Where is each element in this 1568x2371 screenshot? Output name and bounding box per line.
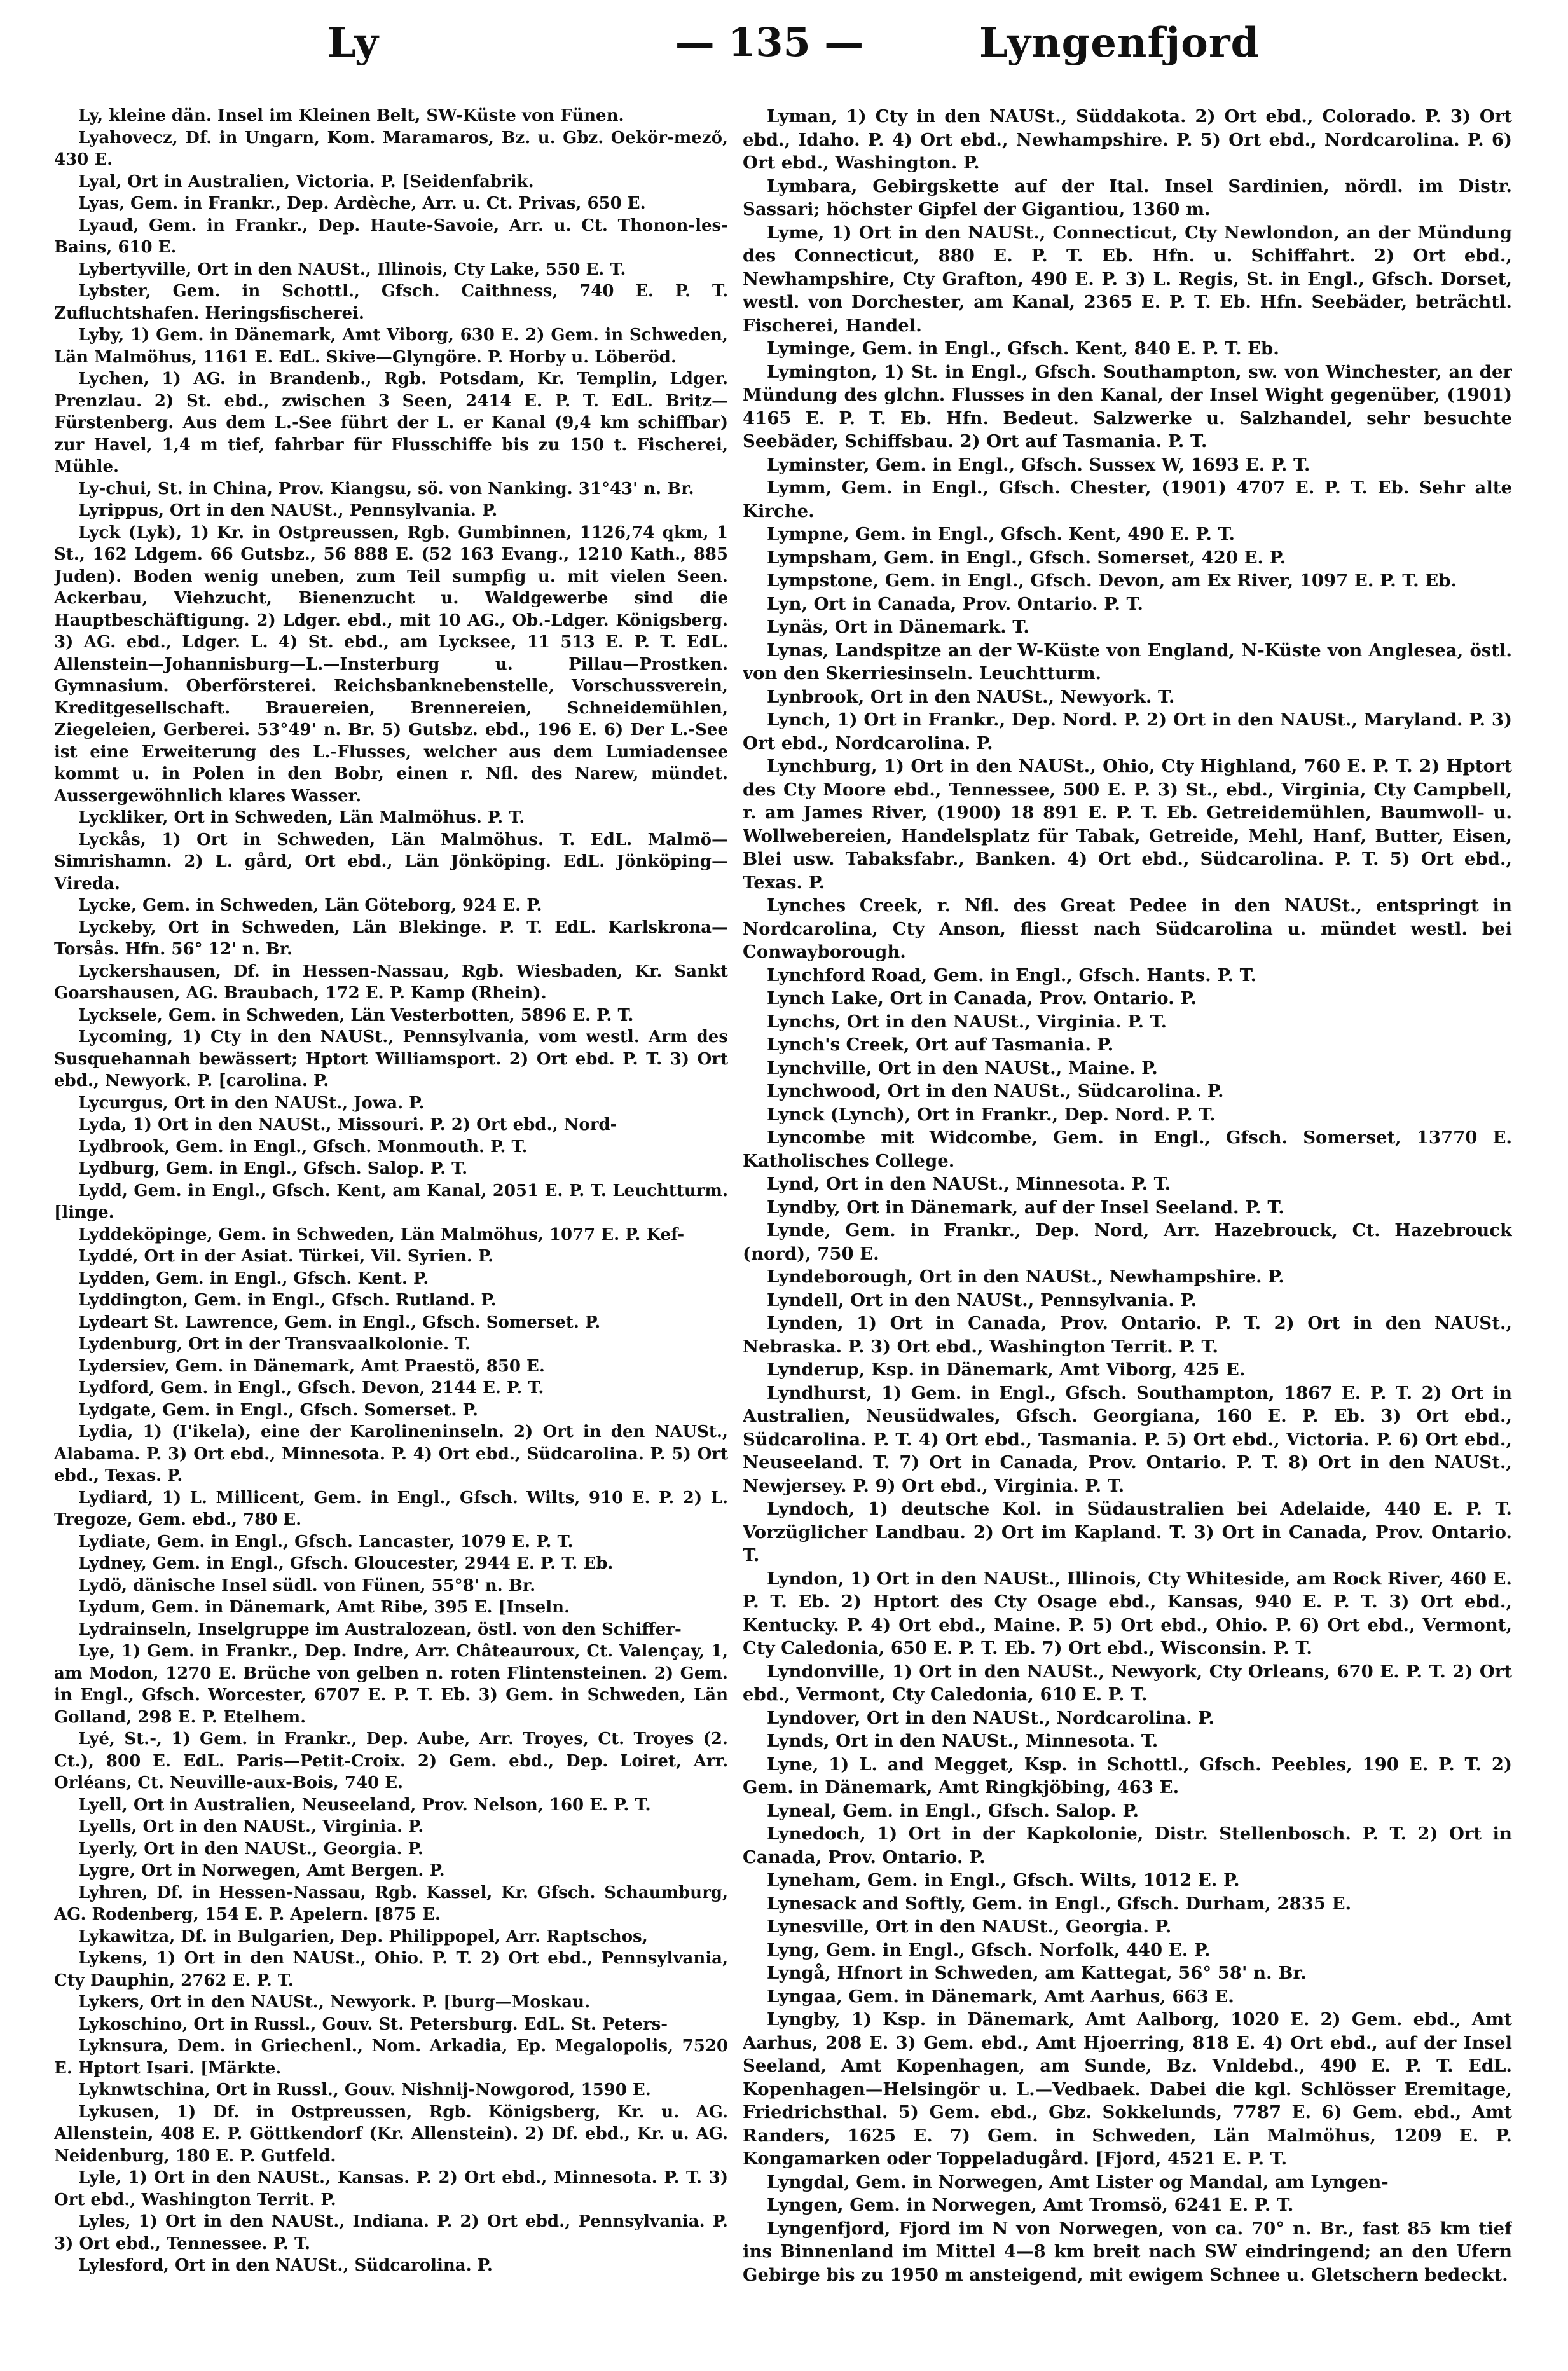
entry-paragraph: Lynchville, Ort in den NAUSt., Maine. P. <box>767 1057 1158 1078</box>
entry-paragraph: Ly, kleine dän. Insel im Kleinen Belt, SW-Küste von Fünen. <box>78 106 624 125</box>
entry-paragraph: Lynch Lake, Ort in Canada, Prov. Ontario. P. <box>767 988 1197 1008</box>
entry-paragraph: Lyminster, Gem. in Engl., Gfsch. Sussex W, 1693 E. P. T. <box>767 454 1310 475</box>
entry-paragraph: Lyndell, Ort in den NAUSt., Pennsylvania. P. <box>767 1289 1197 1310</box>
entry-paragraph: Lycoming, 1) Cty in den NAUSt., Pennsylvania, vom westl. Arm des Susquehannah bewässert; Hptort Williamsport. 2) Ort ebd. P. T. 3) Ort ebd., Newyork. P. [carolina. P. <box>54 1027 728 1090</box>
entry-paragraph: Lyngby, 1) Ksp. in Dänemark, Amt Aalborg, 1020 E. 2) Gem. ebd., Amt Aarhus, 208 E. 3) Gem. ebd., Amt Hjoerring, 818 E. 4) Ort ebd., auf der Insel Seeland, Amt Kopenhagen, am Sunde, Bz. Vnldebd., 490 E. P. T. EdL. Kopenhagen—Helsingör u. L.—Vedbaek. Dabei die kgl. Schlösser Eremitage, Friedrichsthal. 5) Gem. ebd., Gbz. Sokkelunds, 7787 E. 6) Gem. ebd., Amt Randers, 1625 E. 7) Gem. in Schweden, Län Malmöhus, 1209 E. P. Kongamarken oder Toppeladugård. [Fjord, 4521 E. P. T. <box>743 2009 1512 2169</box>
entry-paragraph: Lyknwtschina, Ort in Russl., Gouv. Nishnij-Nowgorod, 1590 E. <box>78 2080 651 2100</box>
header-left-word: Ly <box>327 19 378 67</box>
entry-paragraph: Lyminge, Gem. in Engl., Gfsch. Kent, 840 E. P. T. Eb. <box>767 338 1279 359</box>
entry-paragraph: Lykens, 1) Ort in den NAUSt., Ohio. P. T. 2) Ort ebd., Pennsylvania, Cty Dauphin, 2762 E. P. T. <box>54 1949 728 1990</box>
entry-paragraph: Lynd, Ort in den NAUSt., Minnesota. P. T. <box>767 1174 1171 1194</box>
entry-paragraph: Lyck (Lyk), 1) Kr. in Ostpreussen, Rgb. Gumbinnen, 1126,74 qkm, 1 St., 162 Ldgem. 66 Gutsbz., 56 888 E. (52 163 Evang., 1210 Kath., 885 Juden). Boden wenig uneben, zum Teil sumpfig u. mit vielen Seen. Ackerbau, Viehzucht, Bienenzucht u. Waldgewerbe sind die Hauptbeschäftigung. 2) Ldger. ebd., mit 10 AG., Ob.-Ldger. Königsberg. 3) AG. ebd., Ldger. L. 4) St. ebd., am Lycksee, 11 513 E. P. T. EdL. Allenstein—Johannisburg—L.—Insterburg u. Pillau—Prostken. Gymnasium. Oberförsterei. Reichsbanknebenstelle, Vorschussverein, Kreditgesellschaft. Brauereien, Brennereien, Schneidemühlen, Ziegeleien, Gerberei. 53°49' n. Br. 5) Gutsbz. ebd., 196 E. 6) Der L.-See ist eine Erweiterung des L.-Flusses, welcher aus dem Lumiadensee kommt u. in Polen in den Bobr, einen r. Nfl. des Narew, mündet. Aussergewöhnlich klares Wasser. <box>54 523 728 806</box>
entry-paragraph: Lynderup, Ksp. in Dänemark, Amt Viborg, 425 E. <box>767 1359 1246 1380</box>
header-right-word: Lyngenfjord <box>979 19 1260 67</box>
entry-paragraph: Lydd, Gem. in Engl., Gfsch. Kent, am Kanal, 2051 E. P. T. Leuchtturm. [linge. <box>54 1181 728 1222</box>
entry-paragraph: Lyme, 1) Ort in den NAUSt., Connecticut, Cty Newlondon, an der Mündung des Connecticut, 880 E. P. T. Eb. Hfn. u. Schiffahrt. 2) Ort ebd., Newhampshire, Cty Grafton, 490 E. P. 3) L. Regis, St. in Engl., Gfsch. Dorset, westl. von Dorchester, am Kanal, 2365 E. P. T. Eb. Hfn. Seebäder, beträchtl. Fischerei, Handel. <box>743 222 1512 336</box>
entry-paragraph: Lychen, 1) AG. in Brandenb., Rgb. Potsdam, Kr. Templin, Ldger. Prenzlau. 2) St. ebd., zwischen 3 Seen, 2414 E. P. T. EdL. Britz—Fürstenberg. Aus dem L.-See führt der L. er Kanal (9,4 km schiffbar) zur Havel, 1,4 m tief, fahrbar für Flusschiffe bis zu 150 t. Fischerei, Mühle. <box>54 369 728 476</box>
entry-paragraph: Lyddé, Ort in der Asiat. Türkei, Vil. Syrien. P. <box>78 1247 494 1266</box>
entry-paragraph: Lydiate, Gem. in Engl., Gfsch. Lancaster, 1079 E. P. T. <box>78 1532 574 1551</box>
entry-paragraph: Lydeart St. Lawrence, Gem. in Engl., Gfsch. Somerset. P. <box>78 1312 601 1332</box>
entry-paragraph: Lyncombe mit Widcombe, Gem. in Engl., Gfsch. Somerset, 13770 E. Katholisches College. <box>743 1127 1512 1171</box>
entry-paragraph: Lyneal, Gem. in Engl., Gfsch. Salop. P. <box>767 1800 1139 1821</box>
entry-paragraph: Lyddington, Gem. in Engl., Gfsch. Rutland. P. <box>78 1291 497 1310</box>
entry-paragraph: Lynch, 1) Ort in Frankr., Dep. Nord. P. 2) Ort in den NAUSt., Maryland. P. 3) Ort ebd., Nordcarolina. P. <box>743 710 1512 753</box>
entry-paragraph: Lyhren, Df. in Hessen-Nassau, Rgb. Kassel, Kr. Gfsch. Schaumburg, AG. Rodenberg, 154 E. P. Apelern. [875 E. <box>54 1883 728 1924</box>
entry-paragraph: Lyndoch, 1) deutsche Kol. in Südaustralien bei Adelaide, 440 E. P. T. Vorzüglicher Landbau. 2) Ort im Kapland. T. 3) Ort in Canada, Prov. Ontario. T. <box>743 1499 1512 1565</box>
entry-paragraph: Lydö, dänische Insel südl. von Fünen, 55°8' n. Br. <box>78 1576 536 1595</box>
page-number: — 135 — <box>675 19 864 65</box>
entry-paragraph: Lyndeborough, Ort in den NAUSt., Newhampshire. P. <box>767 1267 1284 1287</box>
entry-paragraph: Lyells, Ort in den NAUSt., Virginia. P. <box>78 1817 424 1836</box>
entry-paragraph: Lykusen, 1) Df. in Ostpreussen, Rgb. Königsberg, Kr. u. AG. Allenstein, 408 E. P. Göttkendorf (Kr. Allenstein). 2) Df. ebd., Kr. u. AG. Neidenburg, 180 E. P. Gutfeld. <box>54 2102 728 2166</box>
entry-paragraph: Lynches Creek, r. Nfl. des Great Pedee in den NAUSt., entspringt in Nordcarolina, Cty Anson, fliesst nach Südcarolina u. mündet westl. bei Conwayborough. <box>743 895 1512 962</box>
entry-paragraph: Lyndon, 1) Ort in den NAUSt., Illinois, Cty Whiteside, am Rock River, 460 E. P. T. Eb. 2) Hptort des Cty Osage ebd., Kansas, 940 E. P. T. 3) Ort ebd., Kentucky. P. 4) Ort ebd., Maine. P. 5) Ort ebd., Ohio. P. 6) Ort ebd., Vermont, Cty Caledonia, 650 E. P. T. Eb. 7) Ort ebd., Wisconsin. P. T. <box>743 1568 1512 1658</box>
entry-paragraph: Lyndhurst, 1) Gem. in Engl., Gfsch. Southampton, 1867 E. P. T. 2) Ort in Australien, Neusüdwales, Gfsch. Georgiana, 160 E. P. Eb. 3) Ort ebd., Südcarolina. P. T. 4) Ort ebd., Tasmania. P. 5) Ort ebd., Victoria. P. 6) Ort ebd., Neuseeland. T. 7) Ort in Canada, Prov. Ontario. P. T. 8) Ort in den NAUSt., Newjersey. P. 9) Ort ebd., Virginia. P. T. <box>743 1382 1512 1496</box>
entry-paragraph: Lydney, Gem. in Engl., Gfsch. Gloucester, 2944 E. P. T. Eb. <box>78 1554 614 1573</box>
entry-paragraph: Lynck (Lynch), Ort in Frankr., Dep. Nord. P. T. <box>767 1104 1216 1125</box>
entry-paragraph: Lyneham, Gem. in Engl., Gfsch. Wilts, 1012 E. P. <box>767 1870 1240 1890</box>
entry-paragraph: Lynchwood, Ort in den NAUSt., Südcarolina. P. <box>767 1081 1224 1101</box>
entry-paragraph: Lydrainseln, Inselgruppe im Australozean, östl. von den Schiffer- <box>78 1619 682 1639</box>
entry-paragraph: Lyknsura, Dem. in Griechenl., Nom. Arkadia, Ep. Megalopolis, 7520 E. Hptort Isari. [Märkte. <box>54 2037 728 2078</box>
entry-paragraph: Lydersiev, Gem. in Dänemark, Amt Praestö, 850 E. <box>78 1356 545 1376</box>
entry-paragraph: Lydford, Gem. in Engl., Gfsch. Devon, 2144 E. P. T. <box>78 1378 544 1398</box>
entry-paragraph: Lyle, 1) Ort in den NAUSt., Kansas. P. 2) Ort ebd., Minnesota. P. T. 3) Ort ebd., Washington Territ. P. <box>54 2168 728 2209</box>
entry-paragraph: Lynesack and Softly, Gem. in Engl., Gfsch. Durham, 2835 E. <box>767 1893 1352 1914</box>
entry-paragraph: Lycksele, Gem. in Schweden, Län Vesterbotten, 5896 E. P. T. <box>78 1005 634 1025</box>
entry-paragraph: Lynch's Creek, Ort auf Tasmania. P. <box>767 1034 1114 1055</box>
entry-paragraph: Lydburg, Gem. in Engl., Gfsch. Salop. P. T. <box>78 1159 468 1178</box>
entry-paragraph: Lykers, Ort in den NAUSt., Newyork. P. [burg—Moskau. <box>78 1993 591 2012</box>
entry-paragraph: Lydum, Gem. in Dänemark, Amt Ribe, 395 E. [Inseln. <box>78 1598 570 1617</box>
entry-paragraph: Lyell, Ort in Australien, Neuseeland, Prov. Nelson, 160 E. P. T. <box>78 1795 651 1815</box>
entry-paragraph: Lynden, 1) Ort in Canada, Prov. Ontario. P. T. 2) Ort in den NAUSt., Nebraska. P. 3) Ort ebd., Washington Territ. P. T. <box>743 1313 1512 1357</box>
entry-paragraph: Lynchford Road, Gem. in Engl., Gfsch. Hants. P. T. <box>767 965 1257 986</box>
right-column <box>743 105 1512 2318</box>
entry-paragraph: Lyman, 1) Cty in den NAUSt., Süddakota. 2) Ort ebd., Colorado. P. 3) Ort ebd., Idaho. P. 4) Ort ebd., Newhampshire. P. 5) Ort ebd., Nordcarolina. P. 6) Ort ebd., Washington. P. <box>743 106 1512 173</box>
left-column <box>54 105 728 2318</box>
entry-paragraph: Lympstone, Gem. in Engl., Gfsch. Devon, am Ex River, 1097 E. P. T. Eb. <box>767 570 1457 591</box>
entry-paragraph: Lynbrook, Ort in den NAUSt., Newyork. T. <box>767 686 1175 707</box>
entry-paragraph: Lydbrook, Gem. in Engl., Gfsch. Monmouth. P. T. <box>78 1137 528 1157</box>
entry-paragraph: Lyda, 1) Ort in den NAUSt., Missouri. P. 2) Ort ebd., Nord- <box>78 1115 617 1134</box>
entry-paragraph: Lydia, 1) (I'ikela), eine der Karolineninseln. 2) Ort in den NAUSt., Alabama. P. 3) Ort ebd., Minnesota. P. 4) Ort ebd., Südcarolina. P. 5) Ort ebd., Texas. P. <box>54 1422 728 1485</box>
entry-paragraph: Lynchs, Ort in den NAUSt., Virginia. P. T. <box>767 1011 1167 1032</box>
entry-paragraph: Lyngaa, Gem. in Dänemark, Amt Aarhus, 663 E. <box>767 1986 1234 2007</box>
entry-paragraph: Lybertyville, Ort in den NAUSt., Illinois, Cty Lake, 550 E. T. <box>78 259 626 279</box>
entry-paragraph: Lyé, St.-, 1) Gem. in Frankr., Dep. Aube, Arr. Troyes, Ct. Troyes (2. Ct.), 800 E. EdL. Paris—Petit-Croix. 2) Gem. ebd., Dep. Loiret, Arr. Orléans, Ct. Neuville-aux-Bois, 740 E. <box>54 1729 728 1792</box>
entry-paragraph: Lyles, 1) Ort in den NAUSt., Indiana. P. 2) Ort ebd., Pennsylvania. P. 3) Ort ebd., Tennessee. P. T. <box>54 2212 728 2253</box>
entry-paragraph: Lyal, Ort in Australien, Victoria. P. [Seidenfabrik. <box>78 172 534 191</box>
entry-paragraph: Lynäs, Ort in Dänemark. T. <box>767 617 1029 637</box>
entry-paragraph: Lynedoch, 1) Ort in der Kapkolonie, Distr. Stellenbosch. P. T. 2) Ort in Canada, Prov. Ontario. P. <box>743 1824 1512 1867</box>
entry-paragraph: Lyahovecz, Df. in Ungarn, Kom. Maramaros, Bz. u. Gbz. Oekör-mező, 430 E. <box>54 128 728 169</box>
entry-paragraph: Lyndby, Ort in Dänemark, auf der Insel Seeland. P. T. <box>767 1197 1284 1218</box>
entry-paragraph: Lympsham, Gem. in Engl., Gfsch. Somerset, 420 E. P. <box>767 547 1286 568</box>
entry-paragraph: Lympne, Gem. in Engl., Gfsch. Kent, 490 E. P. T. <box>767 524 1235 544</box>
entry-paragraph: Lymbara, Gebirgskette auf der Ital. Insel Sardinien, nördl. im Distr. Sassari; höchster Gipfel der Gigantiou, 1360 m. <box>743 175 1512 219</box>
entry-paragraph: Lykoschino, Ort in Russl., Gouv. St. Petersburg. EdL. St. Peters- <box>78 2014 668 2034</box>
entry-paragraph: Lydenburg, Ort in der Transvaalkolonie. T. <box>78 1335 471 1354</box>
entry-paragraph: Ly-chui, St. in China, Prov. Kiangsu, sö. von Nanking. 31°43' n. Br. <box>78 479 694 498</box>
entry-paragraph: Lye, 1) Gem. in Frankr., Dep. Indre, Arr. Châteauroux, Ct. Valençay, 1, am Modon, 1270 E. Brüche von gelben n. roten Flintensteinen. 2) Gem. in Engl., Gfsch. Worcester, 6707 E. P. T. Eb. 3) Gem. in Schweden, Län Golland, 298 E. P. Etelhem. <box>54 1642 728 1727</box>
entry-paragraph: Lycke, Gem. in Schweden, Län Göteborg, 924 E. P. <box>78 896 542 915</box>
entry-paragraph: Lyckås, 1) Ort in Schweden, Län Malmöhus. T. EdL. Malmö—Simrishamn. 2) L. gård, Ort ebd., Län Jönköping. EdL. Jönköping—Vireda. <box>54 830 728 893</box>
entry-paragraph: Lyerly, Ort in den NAUSt., Georgia. P. <box>78 1839 423 1859</box>
entry-paragraph: Lyn, Ort in Canada, Prov. Ontario. P. T. <box>767 593 1143 614</box>
entry-paragraph: Lynesville, Ort in den NAUSt., Georgia. P. <box>767 1916 1172 1937</box>
entry-paragraph: Lydden, Gem. in Engl., Gfsch. Kent. P. <box>78 1268 429 1288</box>
entry-paragraph: Lynde, Gem. in Frankr., Dep. Nord, Arr. Hazebrouck, Ct. Hazebrouck (nord), 750 E. <box>743 1220 1512 1264</box>
entry-paragraph: Lybster, Gem. in Schottl., Gfsch. Caithness, 740 E. P. T. Zufluchtshafen. Heringsfischerei. <box>54 282 728 323</box>
entry-paragraph: Lyngå, Hfnort in Schweden, am Kattegat, 56° 58' n. Br. <box>767 1963 1307 1983</box>
entry-paragraph: Lyng, Gem. in Engl., Gfsch. Norfolk, 440 E. P. <box>767 1939 1211 1960</box>
page-header <box>0 19 1568 89</box>
entry-paragraph: Lyddeköpinge, Gem. in Schweden, Län Malmöhus, 1077 E. P. Kef- <box>78 1225 685 1244</box>
entry-paragraph: Lyne, 1) L. and Megget, Ksp. in Schottl., Gfsch. Peebles, 190 E. P. T. 2) Gem. in Dänemark, Amt Ringkjöbing, 463 E. <box>743 1754 1512 1797</box>
entry-paragraph: Lyas, Gem. in Frankr., Dep. Ardèche, Arr. u. Ct. Privas, 650 E. <box>78 194 646 213</box>
entry-paragraph: Lylesford, Ort in den NAUSt., Südcarolina. P. <box>78 2256 493 2275</box>
entry-paragraph: Lyrippus, Ort in den NAUSt., Pennsylvania. P. <box>78 501 498 520</box>
entry-paragraph: Lyngdal, Gem. in Norwegen, Amt Lister og Mandal, am Lyngen- <box>767 2171 1389 2192</box>
entry-paragraph: Lynchburg, 1) Ort in den NAUSt., Ohio, Cty Highland, 760 E. P. T. 2) Hptort des Cty Moore ebd., Tennessee, 500 E. P. 3) St., ebd., Virginia, Cty Campbell, r. am James River, (1900) 18 891 E. P. T. Eb. Getreidemühlen, Baumwoll- u. Wollwebereien, Handelsplatz für Tabak, Getreide, Mehl, Hanf, Butter, Eisen, Blei usw. Tabaksfabr., Banken. 4) Ort ebd., Südcarolina. P. T. 5) Ort ebd., Texas. P. <box>743 756 1512 893</box>
entry-paragraph: Lydiard, 1) L. Millicent, Gem. in Engl., Gfsch. Wilts, 910 E. P. 2) L. Tregoze, Gem. ebd., 780 E. <box>54 1488 728 1529</box>
entry-paragraph: Lyby, 1) Gem. in Dänemark, Amt Viborg, 630 E. 2) Gem. in Schweden, Län Malmöhus, 1161 E. EdL. Skive—Glyngöre. P. Horby u. Löberöd. <box>54 326 728 367</box>
entry-paragraph: Lyaud, Gem. in Frankr., Dep. Haute-Savoie, Arr. u. Ct. Thonon-les-Bains, 610 E. <box>54 216 728 257</box>
entry-paragraph: Lyckeby, Ort in Schweden, Län Blekinge. P. T. EdL. Karlskrona—Torsås. Hfn. 56° 12' n. Br. <box>54 917 728 959</box>
entry-paragraph: Lymm, Gem. in Engl., Gfsch. Chester, (1901) 4707 E. P. T. Eb. Sehr alte Kirche. <box>743 478 1512 521</box>
entry-paragraph: Lymington, 1) St. in Engl., Gfsch. Southampton, sw. von Winchester, an der Mündung des glchn. Flusses in den Kanal, der Insel Wight gegenüber, (1901) 4165 E. P. T. Eb. Hfn. Bedeut. Salzwerke u. Salzhandel, sehr besuchte Seebäder, Schiffsbau. 2) Ort auf Tasmania. P. T. <box>743 361 1512 451</box>
entry-paragraph: Lynas, Landspitze an der W-Küste von England, N-Küste von Anglesea, östl. von den Skerriesinseln. Leuchtturm. <box>743 640 1512 684</box>
entry-paragraph: Lynds, Ort in den NAUSt., Minnesota. T. <box>767 1731 1159 1751</box>
entry-paragraph: Lygre, Ort in Norwegen, Amt Bergen. P. <box>78 1861 445 1880</box>
entry-paragraph: Lydgate, Gem. in Engl., Gfsch. Somerset. P. <box>78 1400 478 1420</box>
entry-paragraph: Lycurgus, Ort in den NAUSt., Jowa. P. <box>78 1093 425 1113</box>
entry-paragraph: Lyngen, Gem. in Norwegen, Amt Tromsö, 6241 E. P. T. <box>767 2195 1294 2215</box>
entry-paragraph: Lyckershausen, Df. in Hessen-Nassau, Rgb. Wiesbaden, Kr. Sankt Goarshausen, AG. Braubach, 172 E. P. Kamp (Rhein). <box>54 961 728 1003</box>
entry-paragraph: Lyndover, Ort in den NAUSt., Nordcarolina. P. <box>767 1707 1214 1728</box>
entry-paragraph: Lykawitza, Df. in Bulgarien, Dep. Philippopel, Arr. Raptschos, <box>78 1927 648 1946</box>
entry-paragraph: Lyndonville, 1) Ort in den NAUSt., Newyork, Cty Orleans, 670 E. P. T. 2) Ort ebd., Vermont, Cty Caledonia, 610 E. P. T. <box>743 1661 1512 1705</box>
entry-paragraph: Lyckliker, Ort in Schweden, Län Malmöhus. P. T. <box>78 808 525 827</box>
entry-paragraph: Lyngenfjord, Fjord im N von Norwegen, von ca. 70° n. Br., fast 85 km tief ins Binnenland im Mittel 4—8 km breit nach SW eindringend; an den Ufern Gebirge bis zu 1950 m ansteigend, mit ewigem Schnee u. Gletschern bedeckt. <box>743 2218 1512 2285</box>
